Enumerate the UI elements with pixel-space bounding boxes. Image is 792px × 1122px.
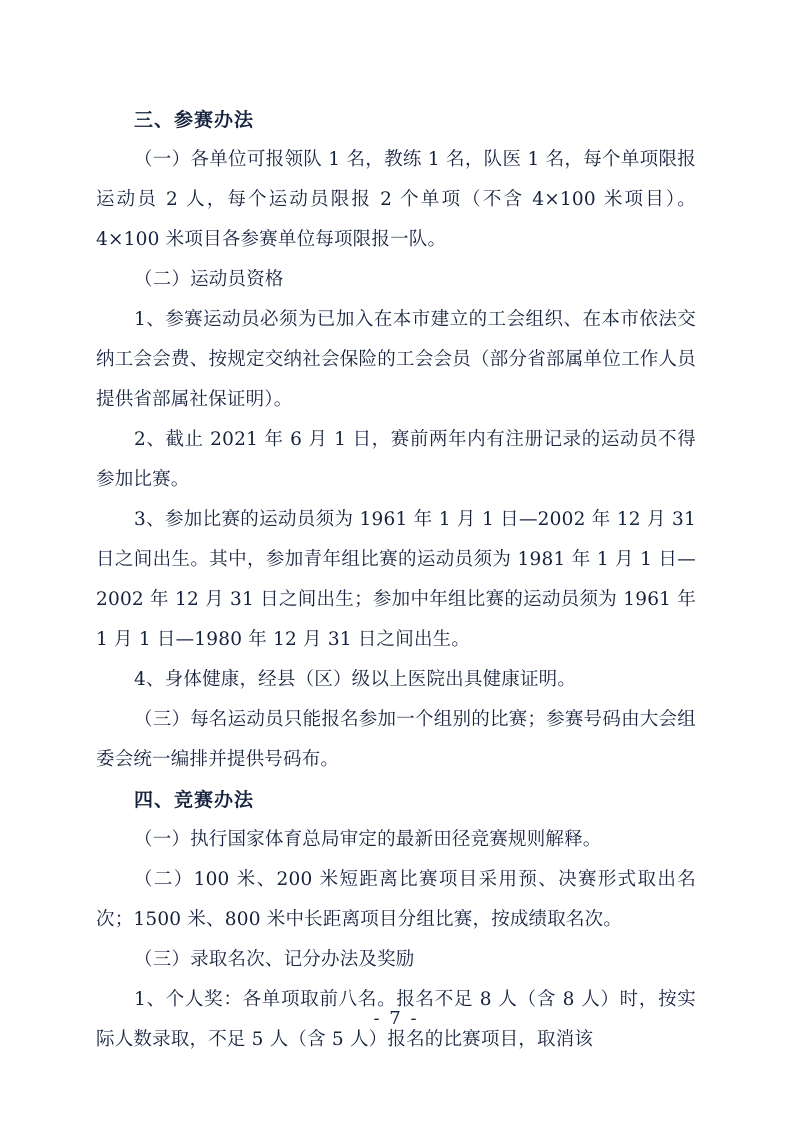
paragraph-4-2: （二）100 米、200 米短距离比赛项目采用预、决赛形式取出名次；1500 米、800 米中长距离项目分组比赛，按成绩取名次。 [96,869,696,930]
paragraph-3-2-4: 4、身体健康，经县（区）级以上医院出具健康证明。 [134,669,577,690]
section-heading-3: 三、参赛办法 [134,109,255,131]
document-body [96,100,696,1060]
paragraph-3-2: （二）运动员资格 [134,269,284,290]
section-heading-4: 四、竞赛办法 [134,789,255,811]
page-number-footer: - 7 - [373,1008,419,1029]
paragraph-3-2-3: 3、参加比赛的运动员须为 1961 年 1 月 1 日—2002 年 12 月 31 日之间出生。其中，参加青年组比赛的运动员须为 1981 年 1 月 1 日—2002 年 12 月 31 日之间出生；参加中年组比赛的运动员须为 1961 年 1 月 1 日—1980 年 12 月 31 日之间出生。 [96,509,696,650]
paragraph-4-3: （三）录取名次、记分办法及奖励 [134,949,415,970]
paragraph-3-3: （三）每名运动员只能报名参加一个组别的比赛；参赛号码由大会组委会统一编排并提供号码布。 [96,709,696,770]
paragraph-4-3-1: 1、个人奖：各单项取前八名。报名不足 8 人（含 8 人）时，按实际人数录取，不足 5 人（含 5 人）报名的比赛项目，取消该 [96,989,696,1050]
paragraph-3-2-2: 2、截止 2021 年 6 月 1 日，赛前两年内有注册记录的运动员不得参加比赛。 [96,429,696,490]
paragraph-4-1: （一）执行国家体育总局审定的最新田径竞赛规则解释。 [134,829,602,850]
paragraph-3-1: （一）各单位可报领队 1 名，教练 1 名，队医 1 名，每个单项限报运动员 2 人，每个运动员限报 2 个单项（不含 4×100 米项目）。4×100 米项目各参赛单位每项限报一队。 [96,149,696,250]
paragraph-3-2-1: 1、参赛运动员必须为已加入在本市建立的工会组织、在本市依法交纳工会会费、按规定交纳社会保险的工会会员（部分省部属单位工作人员提供省部属社保证明）。 [96,309,696,410]
